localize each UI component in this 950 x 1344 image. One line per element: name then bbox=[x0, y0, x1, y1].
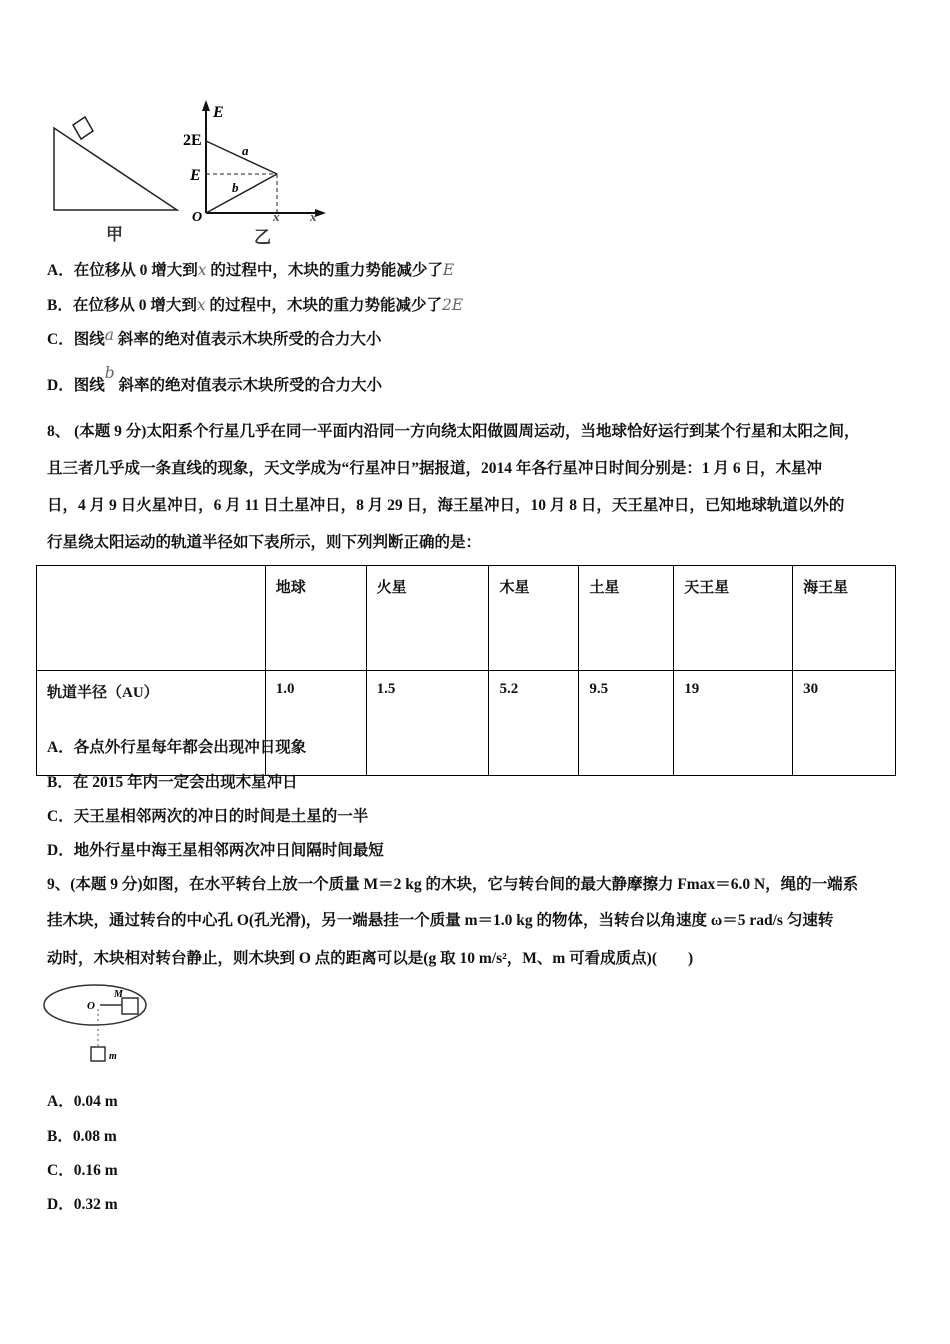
svg-text:x: x bbox=[273, 209, 280, 224]
q9-option-a[interactable]: A．0.04 m bbox=[47, 1093, 118, 1110]
svg-text:2E: 2E bbox=[183, 132, 202, 149]
table-row: 轨道半径（AU） 1.0 1.5 5.2 9.5 19 30 bbox=[37, 671, 896, 776]
svg-text:E: E bbox=[213, 104, 224, 121]
label-yi: 乙 bbox=[254, 228, 271, 247]
q9-option-c[interactable]: C．0.16 m bbox=[47, 1162, 118, 1179]
q8-option-b[interactable]: B．在 2015 年内一定会出现木星冲日 bbox=[47, 774, 298, 791]
q7-option-d[interactable]: D．图线b 斜率的绝对值表示木块所受的合力大小 bbox=[47, 364, 383, 394]
svg-text:b: b bbox=[232, 180, 239, 195]
svg-text:x: x bbox=[310, 209, 317, 224]
q9-text-line: 挂木块，通过转台的中心孔 O(孔光滑)，另一端悬挂一个质量 m＝1.0 kg 的物体，当转台以角速度 ω＝5 rad/s 匀速转 bbox=[47, 912, 834, 929]
q8-option-d[interactable]: D．地外行星中海王星相邻两次冲日间隔时间最短 bbox=[47, 842, 384, 859]
incline bbox=[54, 128, 177, 210]
turntable-figure bbox=[42, 982, 162, 1067]
svg-text:O: O bbox=[87, 1000, 95, 1012]
q7-option-b[interactable]: B．在位移从 0 增大到x 的过程中，木块的重力势能减少了2E bbox=[47, 296, 464, 314]
svg-text:E: E bbox=[190, 167, 201, 184]
q8-text-line: 日，4 月 9 日火星冲日，6 月 11 日土星冲日，8 月 29 日，海王星冲日，10 月 8 日，天王星冲日，已知地球轨道以外的 bbox=[47, 497, 845, 514]
q7-figure bbox=[40, 95, 340, 250]
svg-text:m: m bbox=[109, 1051, 117, 1062]
q9-text-line: 动时，木块相对转台静止，则木块到 O 点的距离可以是(g 取 10 m/s²，M、m 可看成质点)( ) bbox=[47, 950, 694, 967]
block bbox=[73, 117, 93, 139]
q8-text-line: 且三者几乎成一条直线的现象，天文学成为“行星冲日”据报道，2014 年各行星冲日时间分别是：1 月 6 日，木星冲 bbox=[47, 460, 823, 477]
q9-option-d[interactable]: D．0.32 m bbox=[47, 1196, 118, 1213]
q7-option-a[interactable]: A．在位移从 0 增大到x 的过程中，木块的重力势能减少了E bbox=[47, 261, 455, 279]
q7-option-c[interactable]: C．图线a 斜率的绝对值表示木块所受的合力大小 bbox=[47, 326, 382, 348]
svg-text:O: O bbox=[192, 210, 203, 225]
table-header-row: 地球 火星 木星 土星 天王星 海王星 bbox=[37, 566, 896, 671]
q8-text-line: 行星绕太阳运动的轨道半径如下表所示，则下列判断正确的是： bbox=[47, 534, 482, 551]
q9-option-b[interactable]: B．0.08 m bbox=[47, 1128, 117, 1145]
svg-text:M: M bbox=[114, 989, 123, 1000]
svg-text:a: a bbox=[242, 143, 249, 158]
q8-option-a[interactable]: A．各点外行星每年都会出现冲日现象 bbox=[47, 739, 307, 756]
q8-option-c[interactable]: C．天王星相邻两次的冲日的时间是土星的一半 bbox=[47, 808, 369, 825]
label-jia: 甲 bbox=[106, 225, 123, 244]
q9-text-line: 9、(本题 9 分)如图，在水平转台上放一个质量 M＝2 kg 的木块，它与转台间的最大静摩擦力 Fmax＝6.0 N，绳的一端系 bbox=[47, 876, 859, 893]
block-M bbox=[122, 998, 138, 1014]
block-m bbox=[91, 1047, 105, 1061]
line-b bbox=[206, 174, 277, 213]
q8-text-line: 8、 (本题 9 分)太阳系个行星几乎在同一平面内沿同一方向绕太阳做圆周运动，当地球恰好运行到某个行星和太阳之间， bbox=[47, 423, 860, 440]
